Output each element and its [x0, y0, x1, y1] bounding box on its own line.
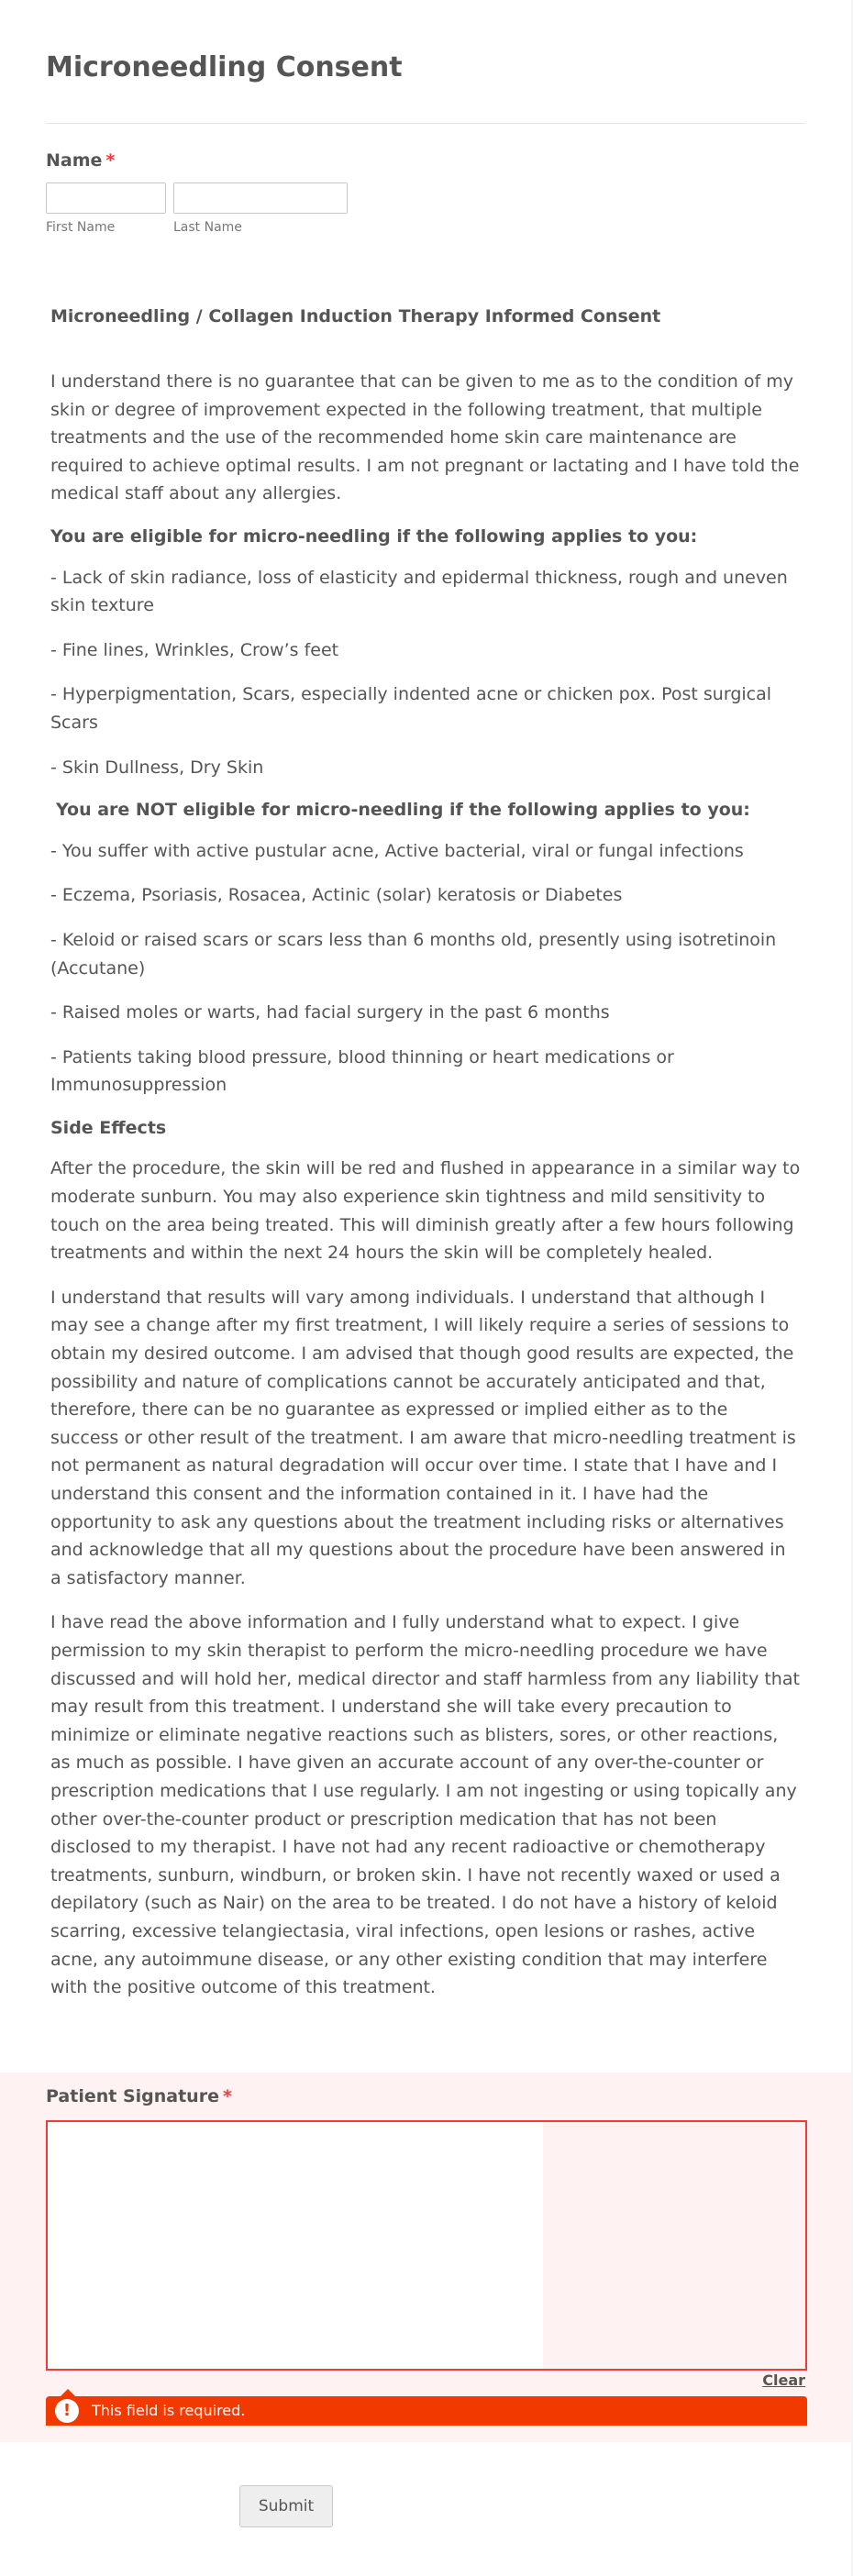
- consent-intro: I understand there is no guarantee that can be given to me as to the condition of my skin or degree of improvement expected in the following treatment, that multiple treatments and the use of the recommended home skin care maintenance are required to achieve optimal results. I am not pregnant or lactating and I have told the medical staff about any allergies.: [50, 371, 800, 504]
- first-name-sublabel: First Name: [46, 220, 116, 235]
- signature-required-star: *: [222, 2086, 232, 2106]
- error-pointer: [61, 2389, 75, 2396]
- name-field: [0, 124, 851, 236]
- last-name-input[interactable]: [173, 182, 348, 214]
- last-name-sublabel: Last Name: [173, 220, 242, 235]
- name-label-text: Name: [46, 150, 103, 171]
- consent-text: [0, 305, 851, 2002]
- not-eligible-item: - Keloid or raised scars or scars less than 6 months old, presently using isotretinoin (Accutane): [50, 929, 777, 978]
- form-header: [0, 0, 851, 86]
- name-required-star: *: [105, 150, 116, 171]
- signature-canvas[interactable]: [48, 2122, 543, 2369]
- error-message: [46, 2396, 807, 2426]
- eligible-heading: You are eligible for micro-needling if the following applies to you:: [50, 525, 698, 547]
- signature-label: [46, 2085, 232, 2107]
- exclamation-circle-icon: !: [55, 2399, 79, 2423]
- not-eligible-item: - Raised moles or warts, had facial surgery in the past 6 months: [50, 1002, 610, 1023]
- permission-text: I have read the above information and I fully understand what to expect. I give permission to my skin therapist to perform the micro-needling procedure we have discussed and will hold her, medical director and staff harmless from any liability that may result from this treatment. I understand she will take every precaution to minimize or eliminate negative reactions such as blisters, sores, or other reactions, as much as possible. I have given an accurate account of any over-the-counter or prescription medications that I use regularly. I am not ingesting or using topically any other over-the-counter product or prescription medication that has not been disclosed to my therapist. I have not had any recent radioactive or chemotherapy treatments, sunburn, windburn, or broken skin. I have not recently waxed or used a depilatory (such as Nair) on the area to be treated. I do not have a history of keloid scarring, excessive telangiectasia, viral infections, open lesions or rashes, active acne, any autoimmune disease, or any other existing condition that may interfere with the positive outcome of this treatment.: [50, 1612, 800, 1998]
- name-label: [46, 149, 805, 171]
- submit-button[interactable]: Submit: [239, 2485, 333, 2527]
- last-name-column: [173, 182, 348, 236]
- eligible-item: - Skin Dullness, Dry Skin: [50, 757, 264, 778]
- signature-pad[interactable]: [46, 2120, 807, 2371]
- first-name-input[interactable]: [46, 182, 166, 214]
- not-eligible-item: - Eczema, Psoriasis, Rosacea, Actinic (solar) keratosis or Diabetes: [50, 885, 623, 906]
- side-effects-heading: Side Effects: [50, 1117, 167, 1138]
- name-inputs-row: [46, 182, 805, 236]
- not-eligible-item: - Patients taking blood pressure, blood thinning or heart medications or Immunosuppression: [50, 1046, 674, 1096]
- not-eligible-item: - You suffer with active pustular acne, Active bacterial, viral or fungal infections: [50, 840, 744, 861]
- not-eligible-heading: You are NOT eligible for micro-needling if the following applies to you:: [56, 800, 750, 821]
- first-name-column: [46, 182, 166, 236]
- signature-section: [0, 2073, 851, 2442]
- consent-title: Microneedling / Collagen Induction Therapy Informed Consent: [50, 306, 661, 326]
- eligible-item: - Hyperpigmentation, Scars, especially indented acne or chicken pox. Post surgical Scars: [50, 684, 772, 733]
- error-text: This field is required.: [92, 2402, 246, 2419]
- signature-label-text: Patient Signature: [46, 2086, 219, 2106]
- form-title: Microneedling Consent: [46, 51, 403, 83]
- eligible-item: - Fine lines, Wrinkles, Crow’s feet: [50, 639, 339, 660]
- clear-signature-button[interactable]: Clear: [762, 2371, 805, 2389]
- side-effects-text: After the procedure, the skin will be red and flushed in appearance in a similar way to moderate sunburn. You may also experience skin tightness and mild sensitivity to touch on the area being treated. This will diminish greatly after a few hours following treatments and within the next 24 hours the skin will be completely healed.: [50, 1158, 801, 1264]
- results-text: I understand that results will vary among individuals. I understand that although I may see a change after my first treatment, I will likely require a series of sessions to obtain my desired outcome. I am advised that though good results are expected, the possibility and nature of complications cannot be accurately anticipated and that, therefore, there can be no guarantee as expressed or implied either as to the success or other result of the treatment. I am aware that micro-needling treatment is not permanent as natural degradation will occur over time. I state that I have and I understand this consent and the information contained in it. I have had the opportunity to ask any questions about the treatment including risks or alternatives and acknowledge that all my questions about the procedure have been answered in a satisfactory manner.: [50, 1287, 796, 1588]
- eligible-item: - Lack of skin radiance, loss of elasticity and epidermal thickness, rough and uneven skin texture: [50, 567, 788, 616]
